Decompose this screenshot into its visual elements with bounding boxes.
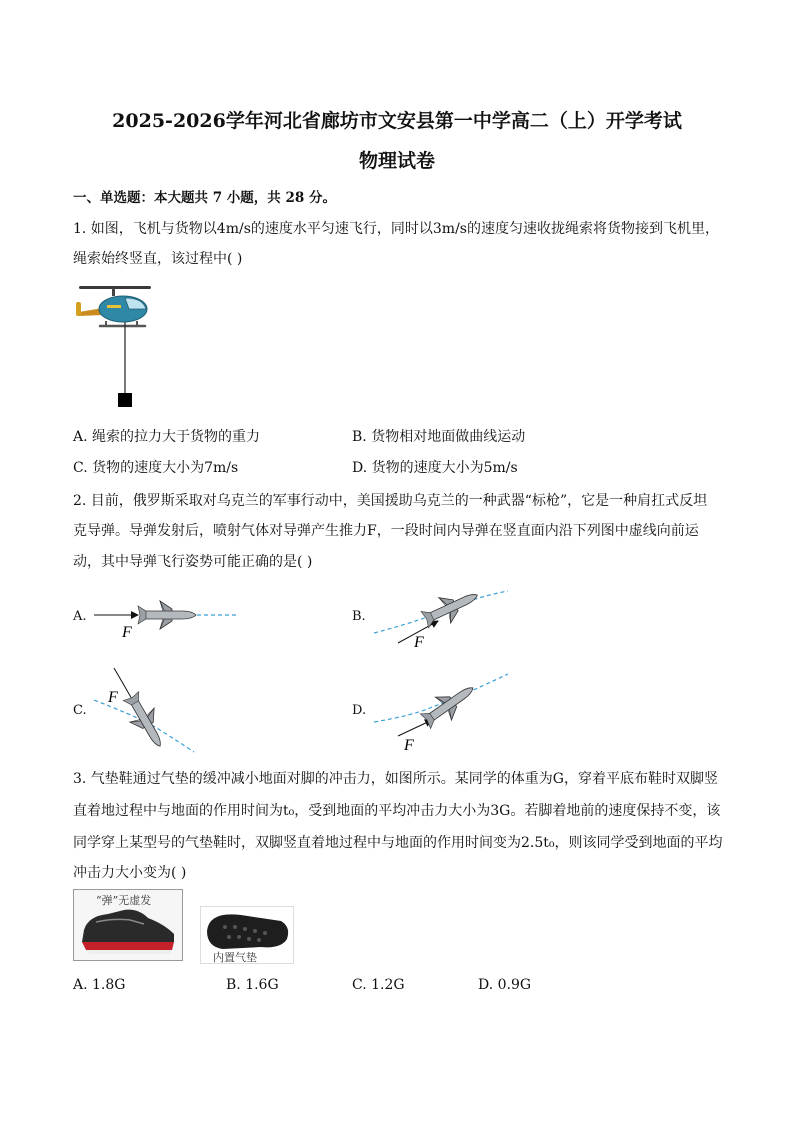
q2-missile-b[interactable] xyxy=(370,585,520,651)
helicopter-tail-fin xyxy=(76,302,81,316)
section-heading: 一、单选题：本大题共 7 小题，共 28 分。 xyxy=(73,190,336,206)
paper-title-line2: 物理试卷 xyxy=(358,150,435,172)
q3-text-line1: 3. 气垫鞋通过气垫的缓冲减小地面对脚的冲击力，如图所示。某同学的体重为G，穿着平底布鞋时双脚竖 xyxy=(73,771,718,787)
helicopter-figure xyxy=(73,283,163,411)
q2-text-line3: 动，其中导弹飞行姿势可能正确的是( ) xyxy=(73,554,313,570)
force-label: F xyxy=(122,624,132,641)
helicopter-stripe xyxy=(107,305,121,308)
q2-option-d-label[interactable]: D. xyxy=(352,703,367,718)
air-cushion-photo xyxy=(200,906,294,964)
sneaker-photo xyxy=(73,889,183,961)
q3-text-line2: 直着地过程中与地面的作用时间为t₀，受到地面的平均冲击力大小为3G。若脚着地前的速度保持不变，该 xyxy=(73,803,721,819)
q3-option-a[interactable]: A. 1.8G xyxy=(73,977,126,993)
missile-icon xyxy=(119,689,172,753)
force-label: F xyxy=(404,737,414,754)
q3-text-line4: 冲击力大小变为( ) xyxy=(73,865,187,881)
helicopter-window xyxy=(125,298,146,309)
air-cushion-caption: 内置气垫 xyxy=(213,951,257,964)
q1-option-c[interactable]: C. 货物的速度大小为7m/s xyxy=(73,460,239,476)
missile-icon xyxy=(417,676,481,732)
q2-missile-a[interactable] xyxy=(90,589,250,645)
q3-option-c[interactable]: C. 1.2G xyxy=(352,977,405,993)
force-label: F xyxy=(414,634,424,651)
q1-option-a[interactable]: A. 绳索的拉力大于货物的重力 xyxy=(73,429,261,445)
q2-missile-c[interactable] xyxy=(90,664,200,758)
q3-option-b[interactable]: B. 1.6G xyxy=(226,977,279,993)
q2-text-line2: 克导弹。导弹发射后，喷射气体对导弹产生推力F，一段时间内导弹在竖直面内沿下列图中虚线向前运 xyxy=(73,523,699,539)
q2-text-line1: 2. 目前，俄罗斯采取对乌克兰的军事行动中，美国援助乌克兰的一种武器“标枪”，它是一种肩扛式反坦 xyxy=(73,493,708,509)
q1-text-line1: 1. 如图，飞机与货物以4m/s的速度水平匀速飞行，同时以3m/s的速度匀速收拢绳索将货物接到飞机里， xyxy=(73,221,719,237)
cargo-box xyxy=(118,393,132,407)
q3-option-d[interactable]: D. 0.9G xyxy=(478,977,532,993)
q2-missile-d[interactable] xyxy=(370,668,520,754)
force-label: F xyxy=(108,689,118,706)
sneaker-icon xyxy=(74,890,182,960)
q1-option-d[interactable]: D. 货物的速度大小为5m/s xyxy=(352,460,518,476)
q3-text-line3: 同学穿上某型号的气垫鞋时，双脚竖直着地过程中与地面的作用时间变为2.5t₀，则该同学受到地面的平均 xyxy=(73,835,723,851)
paper-title-line1: 2025-2026学年河北省廊坊市文安县第一中学高二（上）开学考试 xyxy=(112,110,682,132)
missile-icon xyxy=(419,585,483,632)
q1-option-b[interactable]: B. 货物相对地面做曲线运动 xyxy=(352,429,526,445)
sneaker-caption: “弹”无虚发 xyxy=(96,894,152,907)
q2-option-c-label[interactable]: C. xyxy=(73,703,87,718)
q2-option-b-label[interactable]: B. xyxy=(352,609,366,624)
rotor-mast xyxy=(112,288,115,296)
missile-icon xyxy=(138,601,196,629)
q1-text-line2: 绳索始终竖直，该过程中( ) xyxy=(73,251,243,267)
force-arrow xyxy=(398,720,432,736)
q2-option-a-label[interactable]: A. xyxy=(73,609,87,624)
